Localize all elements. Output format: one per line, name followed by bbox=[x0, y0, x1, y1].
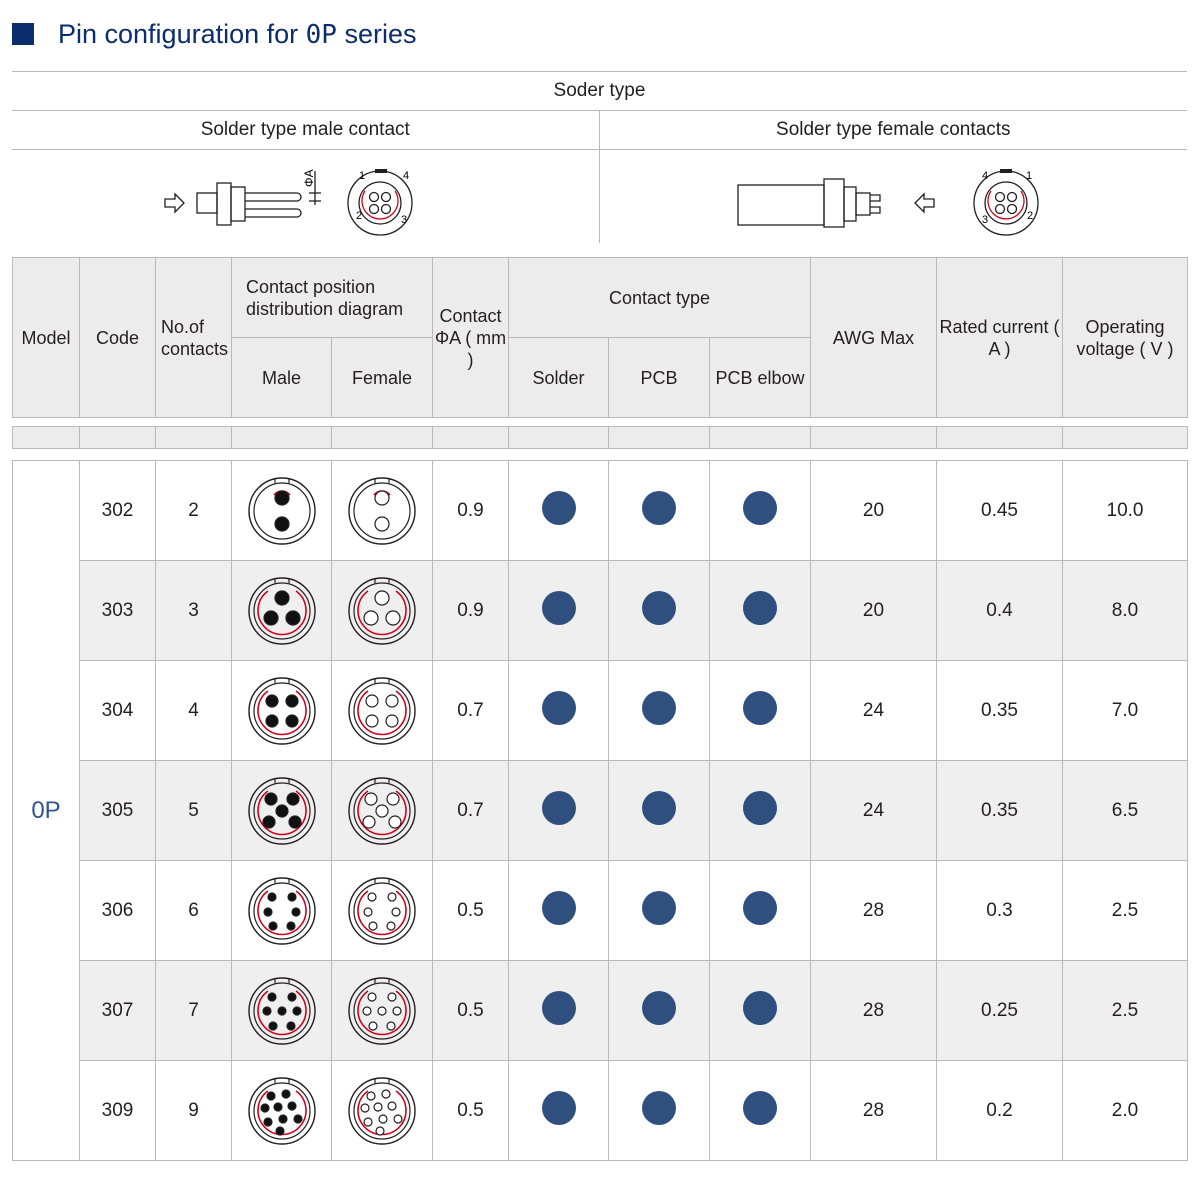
male-connector-3-pin-icon bbox=[246, 575, 318, 647]
current-cell: 0.35 bbox=[937, 761, 1063, 861]
pcb-cell bbox=[609, 861, 710, 961]
table-row bbox=[13, 961, 1188, 1061]
solder-cell bbox=[509, 961, 609, 1061]
pcb-elbow-cell bbox=[710, 861, 811, 961]
solder-available-dot-icon bbox=[542, 791, 576, 825]
male-diagram-cell bbox=[232, 461, 332, 561]
contacts-cell: 2 bbox=[156, 461, 232, 561]
header-voltage: Operating voltage ( V ) bbox=[1063, 258, 1188, 418]
voltage-cell: 2.0 bbox=[1063, 1061, 1188, 1161]
pcb-elbow-cell bbox=[710, 561, 811, 661]
contacts-cell: 9 bbox=[156, 1061, 232, 1161]
pcb-available-dot-icon bbox=[642, 791, 676, 825]
code-cell: 307 bbox=[80, 961, 156, 1061]
table-header bbox=[12, 257, 1187, 418]
female-pin-label-1: 1 bbox=[1026, 169, 1033, 182]
diameter-cell: 0.5 bbox=[433, 961, 509, 1061]
current-cell: 0.45 bbox=[937, 461, 1063, 561]
female-plug-icon bbox=[728, 157, 1058, 237]
female-connector-4-pin-icon bbox=[346, 675, 418, 747]
female-diagram-cell bbox=[332, 661, 433, 761]
pcb-available-dot-icon bbox=[642, 891, 676, 925]
code-cell: 302 bbox=[80, 461, 156, 561]
page-title bbox=[58, 19, 416, 50]
pcb-cell bbox=[609, 961, 710, 1061]
table-row bbox=[13, 861, 1188, 961]
pcb-available-dot-icon bbox=[642, 691, 676, 725]
female-diagram-cell bbox=[332, 761, 433, 861]
pcb-elbow-available-dot-icon bbox=[743, 891, 777, 925]
pcb-cell bbox=[609, 1061, 710, 1161]
female-connector-2-pin-icon bbox=[346, 475, 418, 547]
awg-cell: 20 bbox=[811, 561, 937, 661]
solder-cell bbox=[509, 761, 609, 861]
pcb-elbow-available-dot-icon bbox=[743, 691, 777, 725]
solder-available-dot-icon bbox=[542, 491, 576, 525]
title-prefix: Pin configuration for bbox=[58, 18, 306, 49]
awg-cell: 28 bbox=[811, 861, 937, 961]
male-connector-2-pin-icon bbox=[246, 475, 318, 547]
male-pin-label-2: 2 bbox=[356, 209, 363, 222]
header-pcb: PCB bbox=[609, 338, 710, 418]
voltage-cell: 8.0 bbox=[1063, 561, 1188, 661]
male-diagram-cell bbox=[232, 1061, 332, 1161]
pcb-available-dot-icon bbox=[642, 991, 676, 1025]
female-diagram-cell bbox=[332, 1061, 433, 1161]
title-series: 0P bbox=[305, 19, 337, 50]
voltage-cell: 2.5 bbox=[1063, 961, 1188, 1061]
pcb-available-dot-icon bbox=[642, 591, 676, 625]
code-cell: 303 bbox=[80, 561, 156, 661]
code-cell: 306 bbox=[80, 861, 156, 961]
male-connector-7-pin-icon bbox=[246, 975, 318, 1047]
male-diagram-cell bbox=[232, 861, 332, 961]
model-cell: 0P bbox=[13, 461, 80, 1161]
pcb-elbow-available-dot-icon bbox=[743, 491, 777, 525]
awg-cell: 28 bbox=[811, 1061, 937, 1161]
voltage-cell: 6.5 bbox=[1063, 761, 1188, 861]
solder-cell bbox=[509, 1061, 609, 1161]
header-female: Female bbox=[332, 338, 433, 418]
male-contact-label: Solder type male contact bbox=[12, 111, 599, 150]
solder-cell bbox=[509, 561, 609, 661]
table-row bbox=[13, 561, 1188, 661]
male-connector-5-pin-icon bbox=[246, 775, 318, 847]
header-contacts: No.of contacts bbox=[156, 258, 232, 418]
solder-available-dot-icon bbox=[542, 991, 576, 1025]
male-connector-9-pin-icon bbox=[246, 1075, 318, 1147]
male-contact-drawing bbox=[12, 150, 599, 244]
code-cell: 305 bbox=[80, 761, 156, 861]
current-cell: 0.2 bbox=[937, 1061, 1063, 1161]
awg-cell: 28 bbox=[811, 961, 937, 1061]
soder-section bbox=[12, 71, 1187, 243]
female-pin-label-4: 4 bbox=[982, 169, 989, 182]
male-connector-6-pin-icon bbox=[246, 875, 318, 947]
solder-cell bbox=[509, 861, 609, 961]
voltage-cell: 10.0 bbox=[1063, 461, 1188, 561]
pcb-elbow-available-dot-icon bbox=[743, 791, 777, 825]
contacts-cell: 7 bbox=[156, 961, 232, 1061]
female-pin-label-2: 2 bbox=[1027, 209, 1034, 222]
code-cell: 309 bbox=[80, 1061, 156, 1161]
header-diagram: Contact position distribution diagram bbox=[232, 258, 433, 338]
header-code: Code bbox=[80, 258, 156, 418]
contacts-cell: 4 bbox=[156, 661, 232, 761]
female-connector-9-pin-icon bbox=[346, 1075, 418, 1147]
table-body bbox=[12, 460, 1187, 1161]
header-awg: AWG Max bbox=[811, 258, 937, 418]
pcb-cell bbox=[609, 461, 710, 561]
voltage-cell: 7.0 bbox=[1063, 661, 1188, 761]
diameter-cell: 0.9 bbox=[433, 561, 509, 661]
female-diagram-cell bbox=[332, 561, 433, 661]
diameter-cell: 0.9 bbox=[433, 461, 509, 561]
contacts-cell: 5 bbox=[156, 761, 232, 861]
female-connector-3-pin-icon bbox=[346, 575, 418, 647]
dim-label: ΦA bbox=[302, 168, 317, 187]
table-row bbox=[13, 461, 1188, 561]
male-diagram-cell bbox=[232, 661, 332, 761]
spacer-row bbox=[12, 426, 1187, 449]
solder-available-dot-icon bbox=[542, 891, 576, 925]
voltage-cell: 2.5 bbox=[1063, 861, 1188, 961]
female-connector-5-pin-icon bbox=[346, 775, 418, 847]
awg-cell: 24 bbox=[811, 661, 937, 761]
title-suffix: series bbox=[336, 18, 417, 49]
header-solder: Solder bbox=[509, 338, 609, 418]
male-diagram-cell bbox=[232, 561, 332, 661]
contacts-cell: 6 bbox=[156, 861, 232, 961]
diameter-cell: 0.7 bbox=[433, 761, 509, 861]
male-connector-4-pin-icon bbox=[246, 675, 318, 747]
diameter-cell: 0.5 bbox=[433, 861, 509, 961]
awg-cell: 20 bbox=[811, 461, 937, 561]
pcb-elbow-cell bbox=[710, 961, 811, 1061]
title-bar bbox=[12, 18, 416, 50]
pcb-cell bbox=[609, 561, 710, 661]
pcb-elbow-cell bbox=[710, 1061, 811, 1161]
current-cell: 0.3 bbox=[937, 861, 1063, 961]
contacts-cell: 3 bbox=[156, 561, 232, 661]
female-pin-label-3: 3 bbox=[982, 213, 989, 226]
female-diagram-cell bbox=[332, 961, 433, 1061]
female-contact-drawing bbox=[599, 150, 1187, 244]
solder-available-dot-icon bbox=[542, 691, 576, 725]
title-square-icon bbox=[12, 23, 34, 45]
male-plug-icon bbox=[155, 157, 455, 237]
diameter-cell: 0.7 bbox=[433, 661, 509, 761]
awg-cell: 24 bbox=[811, 761, 937, 861]
male-pin-label-4: 4 bbox=[403, 169, 410, 182]
diameter-cell: 0.5 bbox=[433, 1061, 509, 1161]
header-contact-type: Contact type bbox=[509, 258, 811, 338]
header-contact-a: Contact ΦA ( mm ) bbox=[433, 258, 509, 418]
pcb-elbow-cell bbox=[710, 761, 811, 861]
header-current: Rated current ( A ) bbox=[937, 258, 1063, 418]
male-pin-label-1: 1 bbox=[359, 169, 366, 182]
pcb-elbow-available-dot-icon bbox=[743, 591, 777, 625]
table-row bbox=[13, 1061, 1188, 1161]
female-connector-6-pin-icon bbox=[346, 875, 418, 947]
female-connector-7-pin-icon bbox=[346, 975, 418, 1047]
current-cell: 0.25 bbox=[937, 961, 1063, 1061]
male-pin-label-3: 3 bbox=[401, 213, 408, 226]
pcb-cell bbox=[609, 661, 710, 761]
pcb-cell bbox=[609, 761, 710, 861]
pcb-elbow-available-dot-icon bbox=[743, 991, 777, 1025]
table-row bbox=[13, 761, 1188, 861]
pcb-elbow-cell bbox=[710, 461, 811, 561]
table-row bbox=[13, 661, 1188, 761]
male-diagram-cell bbox=[232, 761, 332, 861]
pcb-elbow-available-dot-icon bbox=[743, 1091, 777, 1125]
solder-available-dot-icon bbox=[542, 1091, 576, 1125]
pcb-elbow-cell bbox=[710, 661, 811, 761]
solder-available-dot-icon bbox=[542, 591, 576, 625]
soder-type-label: Soder type bbox=[12, 72, 1187, 111]
code-cell: 304 bbox=[80, 661, 156, 761]
header-pcb-elbow: PCB elbow bbox=[710, 338, 811, 418]
pcb-available-dot-icon bbox=[642, 1091, 676, 1125]
solder-cell bbox=[509, 661, 609, 761]
solder-cell bbox=[509, 461, 609, 561]
pcb-available-dot-icon bbox=[642, 491, 676, 525]
current-cell: 0.4 bbox=[937, 561, 1063, 661]
female-contact-label: Solder type female contacts bbox=[599, 111, 1187, 150]
current-cell: 0.35 bbox=[937, 661, 1063, 761]
female-diagram-cell bbox=[332, 861, 433, 961]
female-diagram-cell bbox=[332, 461, 433, 561]
header-male: Male bbox=[232, 338, 332, 418]
male-diagram-cell bbox=[232, 961, 332, 1061]
header-model: Model bbox=[13, 258, 80, 418]
